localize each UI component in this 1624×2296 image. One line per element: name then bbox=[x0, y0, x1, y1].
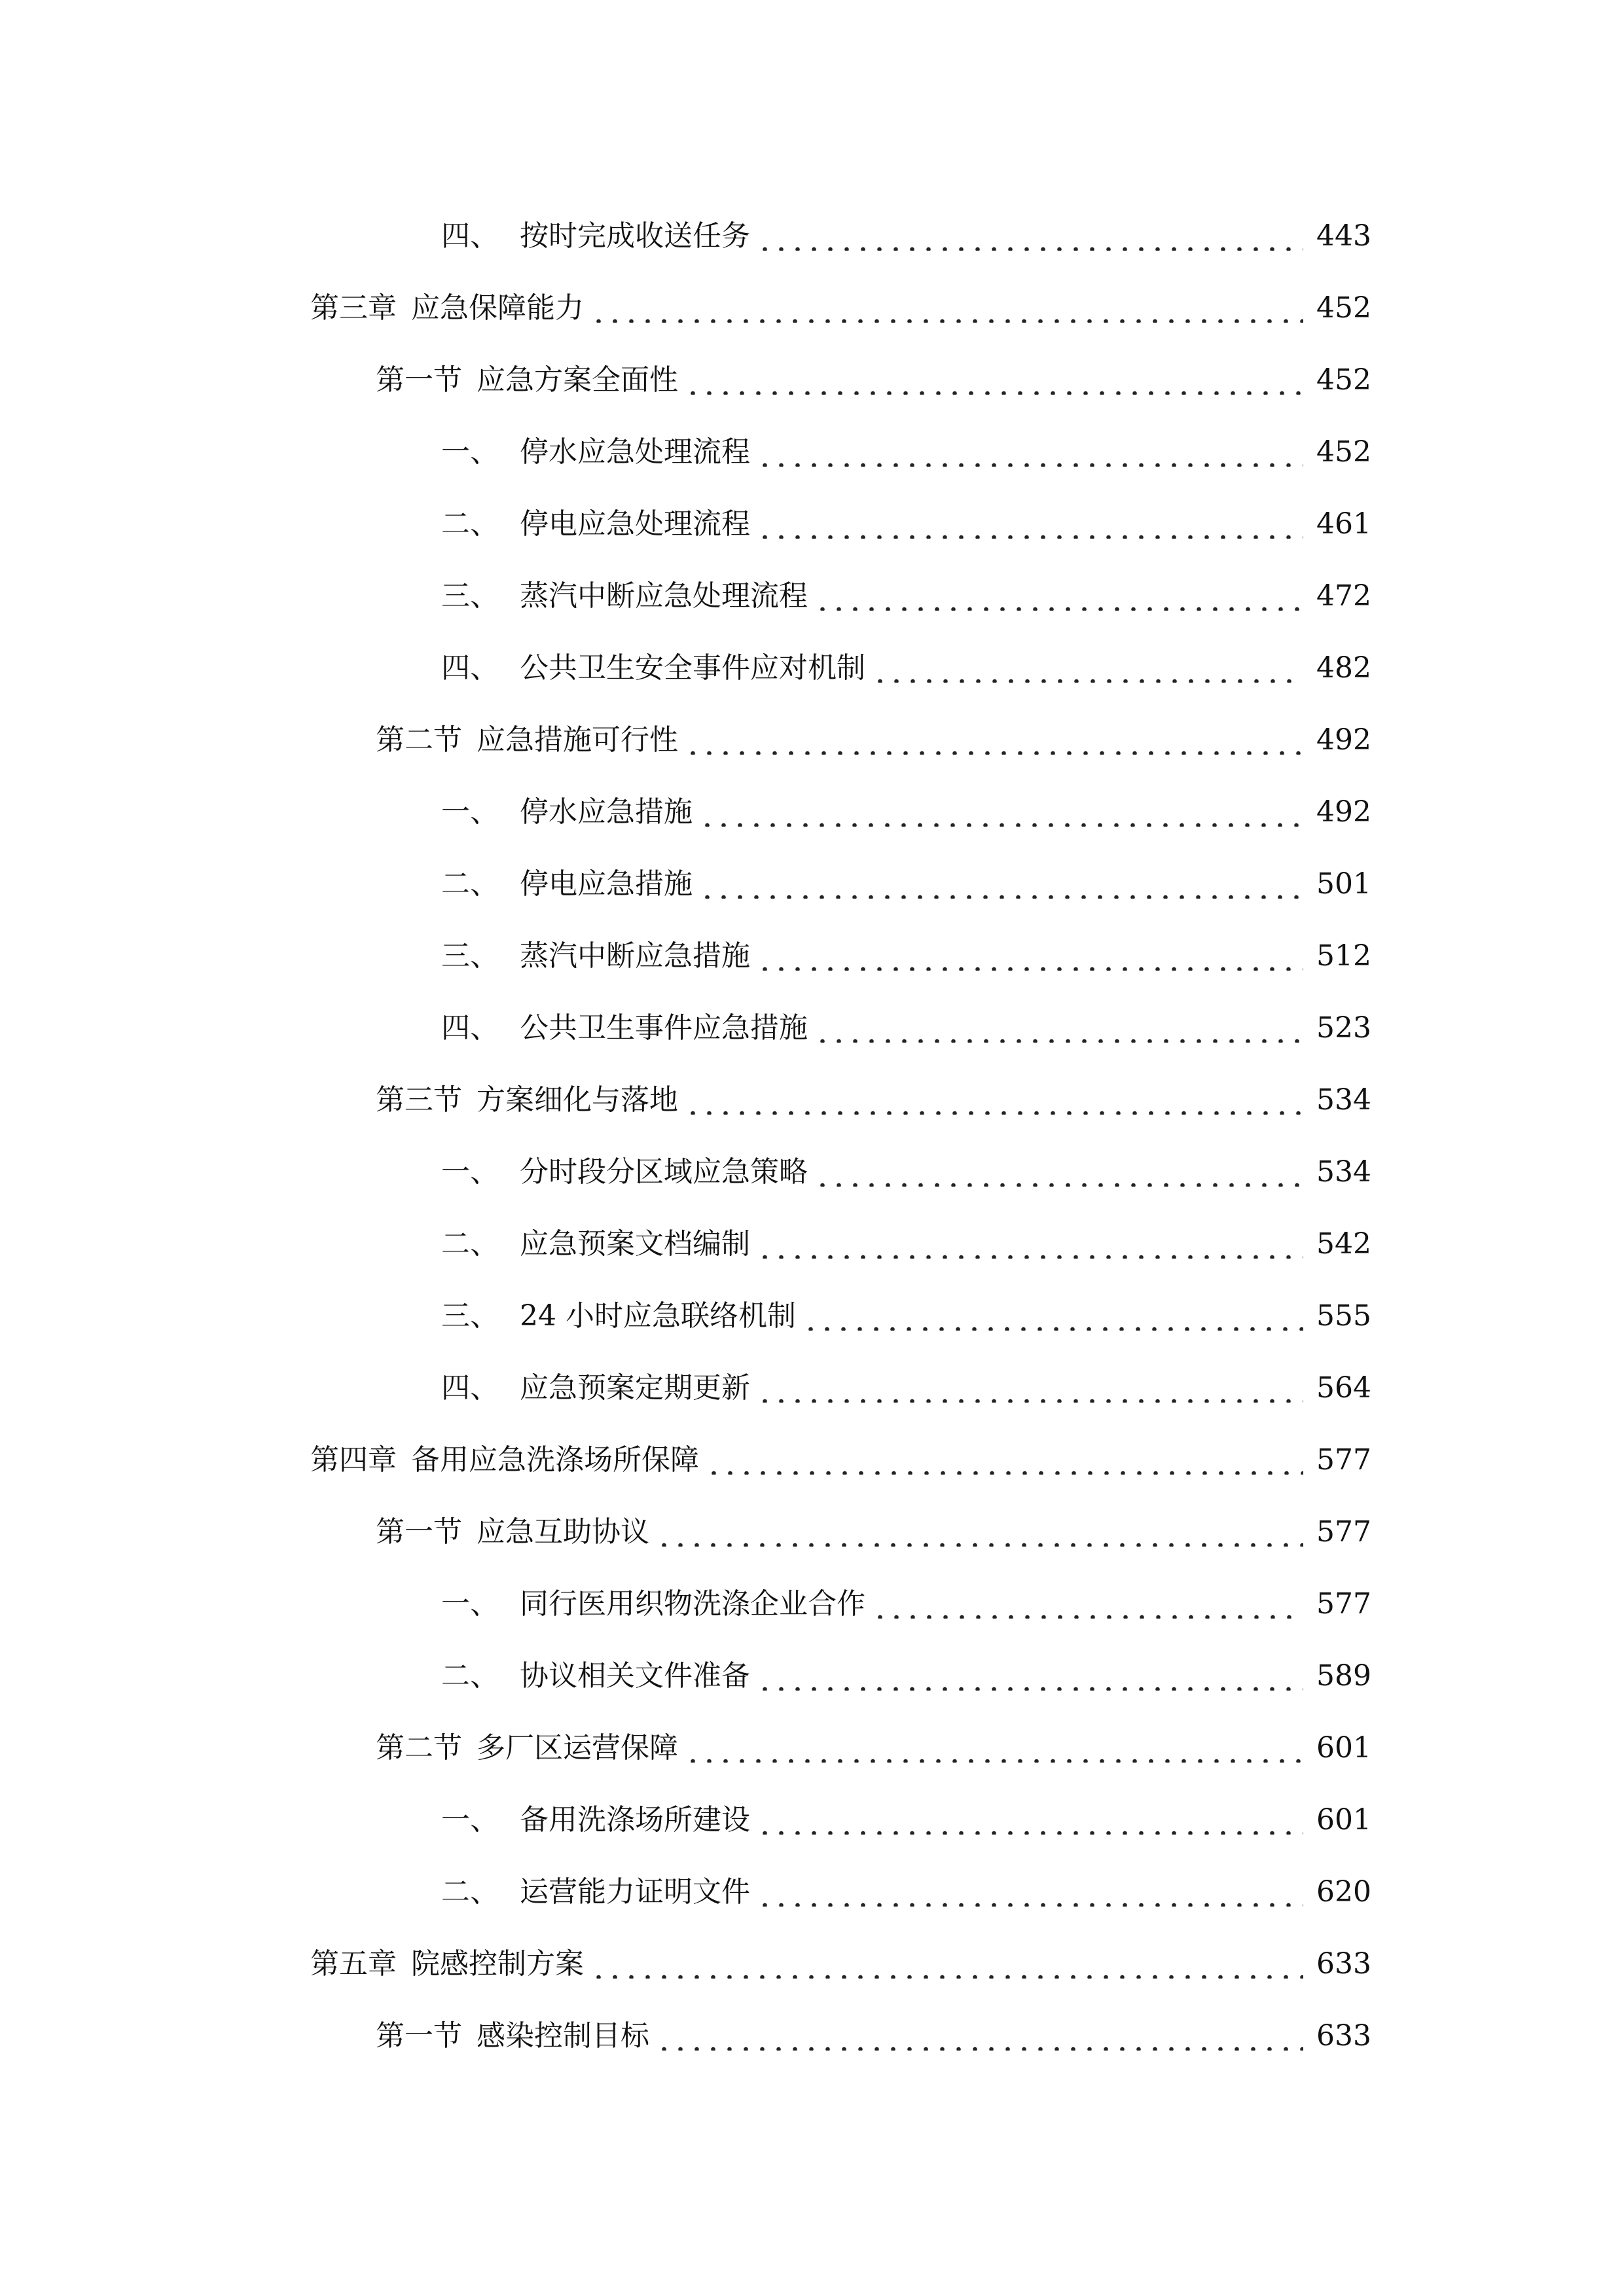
toc-entry-number: 三、 bbox=[441, 939, 499, 973]
toc-entry[interactable] bbox=[0, 1280, 1624, 1352]
toc-entry-label bbox=[310, 1947, 584, 1981]
toc-entry[interactable] bbox=[0, 200, 1624, 272]
toc-page-number: 577 bbox=[1316, 1515, 1371, 1549]
toc-page-number: 633 bbox=[1316, 1947, 1371, 1981]
toc-entry-title: 公共卫生安全事件应对机制 bbox=[520, 651, 865, 685]
toc-entry-title: 应急措施可行性 bbox=[477, 723, 678, 757]
toc-entry[interactable] bbox=[0, 1496, 1624, 1568]
toc-page-number: 492 bbox=[1316, 795, 1371, 829]
toc-entry[interactable] bbox=[0, 848, 1624, 920]
toc-entry-number: 二、 bbox=[441, 1227, 499, 1261]
toc-entry-number: 一、 bbox=[441, 1803, 499, 1837]
toc-page-number: 620 bbox=[1316, 1875, 1371, 1909]
toc-entry-label bbox=[376, 1083, 678, 1117]
toc-entry-number: 三、 bbox=[441, 579, 499, 613]
toc-entry-number: 第三节 bbox=[376, 1083, 462, 1117]
toc-entry[interactable] bbox=[0, 488, 1624, 560]
toc-dot-leader bbox=[814, 582, 1303, 611]
toc-dot-leader bbox=[814, 1014, 1303, 1043]
toc-dot-leader bbox=[685, 366, 1303, 395]
toc-entry[interactable] bbox=[0, 1640, 1624, 1712]
toc-entry-title: 停电应急措施 bbox=[520, 867, 693, 901]
toc-entry-label bbox=[310, 291, 584, 325]
toc-entry[interactable] bbox=[0, 1352, 1624, 1424]
toc-entry-label bbox=[441, 579, 808, 613]
toc-entry-label bbox=[441, 507, 750, 541]
toc-entry-title: 24 小时应急联络机制 bbox=[520, 1299, 796, 1333]
toc-entry-number: 第四章 bbox=[310, 1443, 397, 1477]
toc-page-number: 564 bbox=[1316, 1371, 1371, 1405]
toc-dot-leader bbox=[685, 1734, 1303, 1763]
toc-entry-number: 四、 bbox=[441, 219, 499, 253]
toc-dot-leader bbox=[699, 870, 1303, 899]
toc-page-number: 482 bbox=[1316, 651, 1371, 685]
toc-entry[interactable] bbox=[0, 1928, 1624, 2000]
toc-entry-number: 三、 bbox=[441, 1299, 499, 1333]
toc-entry-label bbox=[376, 1515, 649, 1549]
toc-entry-number: 第一节 bbox=[376, 363, 462, 397]
toc-entry-label bbox=[441, 1299, 796, 1333]
toc-page-number: 501 bbox=[1316, 867, 1371, 901]
toc-entry-title: 多厂区运营保障 bbox=[477, 1731, 678, 1765]
toc-entry[interactable] bbox=[0, 416, 1624, 488]
toc-entry-label bbox=[441, 1155, 808, 1189]
toc-entry-title: 按时完成收送任务 bbox=[520, 219, 750, 253]
toc-entry-title: 运营能力证明文件 bbox=[520, 1875, 750, 1909]
toc-page-number: 472 bbox=[1316, 579, 1371, 613]
toc-dot-leader bbox=[757, 1878, 1303, 1907]
toc-entry-title: 应急预案文档编制 bbox=[520, 1227, 750, 1261]
toc-entry-title: 停水应急处理流程 bbox=[520, 435, 750, 469]
toc-page-number: 534 bbox=[1316, 1083, 1371, 1117]
toc-entry-number: 四、 bbox=[441, 1371, 499, 1405]
toc-dot-leader bbox=[757, 942, 1303, 971]
toc-page-number: 577 bbox=[1316, 1587, 1371, 1621]
toc-entry-title: 停水应急措施 bbox=[520, 795, 693, 829]
toc-entry-number: 一、 bbox=[441, 1155, 499, 1189]
toc-dot-leader bbox=[757, 1806, 1303, 1835]
toc-entry[interactable] bbox=[0, 704, 1624, 776]
toc-entry-number: 四、 bbox=[441, 651, 499, 685]
toc-entry-number: 第二节 bbox=[376, 723, 462, 757]
toc-entry-label bbox=[441, 1371, 750, 1405]
toc-page-number: 512 bbox=[1316, 939, 1371, 973]
toc-entry-title: 分时段分区域应急策略 bbox=[520, 1155, 808, 1189]
toc-entry-label bbox=[376, 363, 678, 397]
toc-entry-label bbox=[441, 219, 750, 253]
toc-entry[interactable] bbox=[0, 1424, 1624, 1496]
toc-dot-leader bbox=[757, 1230, 1303, 1259]
toc-dot-leader bbox=[872, 1590, 1303, 1619]
toc-entry[interactable] bbox=[0, 1064, 1624, 1136]
toc-entry-label bbox=[441, 1803, 750, 1837]
toc-dot-leader bbox=[656, 1518, 1303, 1547]
toc-entry-title: 备用洗涤场所建设 bbox=[520, 1803, 750, 1837]
toc-entry[interactable] bbox=[0, 2000, 1624, 2072]
toc-entry[interactable] bbox=[0, 920, 1624, 992]
toc-page-number: 534 bbox=[1316, 1155, 1371, 1189]
toc-entry-label bbox=[441, 1227, 750, 1261]
toc-entry[interactable] bbox=[0, 1784, 1624, 1856]
toc-entry[interactable] bbox=[0, 1568, 1624, 1640]
toc-page-number: 577 bbox=[1316, 1443, 1371, 1477]
toc-entry-number: 二、 bbox=[441, 1875, 499, 1909]
toc-entry[interactable] bbox=[0, 776, 1624, 848]
toc-entry-number: 一、 bbox=[441, 1587, 499, 1621]
toc-entry-title: 备用应急洗涤场所保障 bbox=[411, 1443, 699, 1477]
toc-dot-leader bbox=[757, 510, 1303, 539]
toc-entry-title: 感染控制目标 bbox=[477, 2019, 649, 2053]
toc-dot-leader bbox=[757, 438, 1303, 467]
toc-dot-leader bbox=[814, 1158, 1303, 1187]
toc-entry[interactable] bbox=[0, 992, 1624, 1064]
toc-entry-label bbox=[376, 723, 678, 757]
toc-entry-label bbox=[441, 867, 693, 901]
toc-entry[interactable] bbox=[0, 1136, 1624, 1208]
toc-entry-label bbox=[376, 2019, 649, 2053]
toc-entry-label bbox=[441, 1659, 750, 1693]
toc-page-number: 555 bbox=[1316, 1299, 1371, 1333]
toc-entry-number: 第一节 bbox=[376, 1515, 462, 1549]
toc-entry[interactable] bbox=[0, 1712, 1624, 1784]
toc-entry-number: 第二节 bbox=[376, 1731, 462, 1765]
toc-page-number: 601 bbox=[1316, 1803, 1371, 1837]
toc-entry[interactable] bbox=[0, 1856, 1624, 1928]
toc-dot-leader bbox=[803, 1302, 1303, 1331]
toc-page-number: 443 bbox=[1316, 219, 1371, 253]
toc-page-number: 523 bbox=[1316, 1011, 1371, 1045]
toc-entry-number: 一、 bbox=[441, 435, 499, 469]
toc-page-number: 452 bbox=[1316, 291, 1371, 325]
toc-page-number: 461 bbox=[1316, 507, 1371, 541]
toc-dot-leader bbox=[656, 2022, 1303, 2051]
toc-entry-number: 第三章 bbox=[310, 291, 397, 325]
toc-entry-number: 一、 bbox=[441, 795, 499, 829]
toc-dot-leader bbox=[872, 654, 1303, 683]
toc-entry-number: 四、 bbox=[441, 1011, 499, 1045]
toc-entry-title: 蒸汽中断应急措施 bbox=[520, 939, 750, 973]
toc-dot-leader bbox=[699, 798, 1303, 827]
toc-entry-label bbox=[441, 1011, 808, 1045]
toc-dot-leader bbox=[590, 294, 1303, 323]
toc-entry-label bbox=[441, 651, 865, 685]
toc-entry-label bbox=[441, 435, 750, 469]
toc-dot-leader bbox=[706, 1446, 1303, 1475]
table-of-contents bbox=[0, 200, 1624, 2072]
toc-entry-label bbox=[441, 1875, 750, 1909]
toc-entry-title: 应急保障能力 bbox=[411, 291, 584, 325]
toc-entry-title: 应急方案全面性 bbox=[477, 363, 678, 397]
toc-entry-number: 二、 bbox=[441, 1659, 499, 1693]
toc-entry[interactable] bbox=[0, 632, 1624, 704]
toc-dot-leader bbox=[757, 1374, 1303, 1403]
toc-entry[interactable] bbox=[0, 344, 1624, 416]
toc-entry-title: 停电应急处理流程 bbox=[520, 507, 750, 541]
toc-dot-leader bbox=[757, 1662, 1303, 1691]
toc-entry[interactable] bbox=[0, 560, 1624, 632]
toc-dot-leader bbox=[685, 1086, 1303, 1115]
toc-entry-number: 第一节 bbox=[376, 2019, 462, 2053]
toc-entry-label bbox=[310, 1443, 699, 1477]
toc-entry-title: 应急预案定期更新 bbox=[520, 1371, 750, 1405]
toc-entry-label bbox=[441, 795, 693, 829]
toc-entry-title: 同行医用织物洗涤企业合作 bbox=[520, 1587, 865, 1621]
toc-page-number: 601 bbox=[1316, 1731, 1371, 1765]
toc-entry-title: 公共卫生事件应急措施 bbox=[520, 1011, 808, 1045]
toc-page-number: 492 bbox=[1316, 723, 1371, 757]
toc-dot-leader bbox=[590, 1950, 1303, 1979]
toc-entry-title: 协议相关文件准备 bbox=[520, 1659, 750, 1693]
toc-dot-leader bbox=[757, 222, 1303, 251]
toc-page-number: 452 bbox=[1316, 363, 1371, 397]
toc-entry-number: 二、 bbox=[441, 507, 499, 541]
toc-page-number: 589 bbox=[1316, 1659, 1371, 1693]
toc-entry-label bbox=[441, 939, 750, 973]
toc-entry-label bbox=[376, 1731, 678, 1765]
toc-page-number: 542 bbox=[1316, 1227, 1371, 1261]
toc-entry-number: 第五章 bbox=[310, 1947, 397, 1981]
toc-dot-leader bbox=[685, 726, 1303, 755]
toc-entry-title: 蒸汽中断应急处理流程 bbox=[520, 579, 808, 613]
toc-entry-title: 应急互助协议 bbox=[477, 1515, 649, 1549]
toc-entry[interactable] bbox=[0, 272, 1624, 344]
toc-page-number: 633 bbox=[1316, 2019, 1371, 2053]
toc-page-number: 452 bbox=[1316, 435, 1371, 469]
toc-entry[interactable] bbox=[0, 1208, 1624, 1280]
toc-entry-title: 方案细化与落地 bbox=[477, 1083, 678, 1117]
toc-entry-label bbox=[441, 1587, 865, 1621]
toc-entry-number: 二、 bbox=[441, 867, 499, 901]
toc-entry-title: 院感控制方案 bbox=[411, 1947, 584, 1981]
